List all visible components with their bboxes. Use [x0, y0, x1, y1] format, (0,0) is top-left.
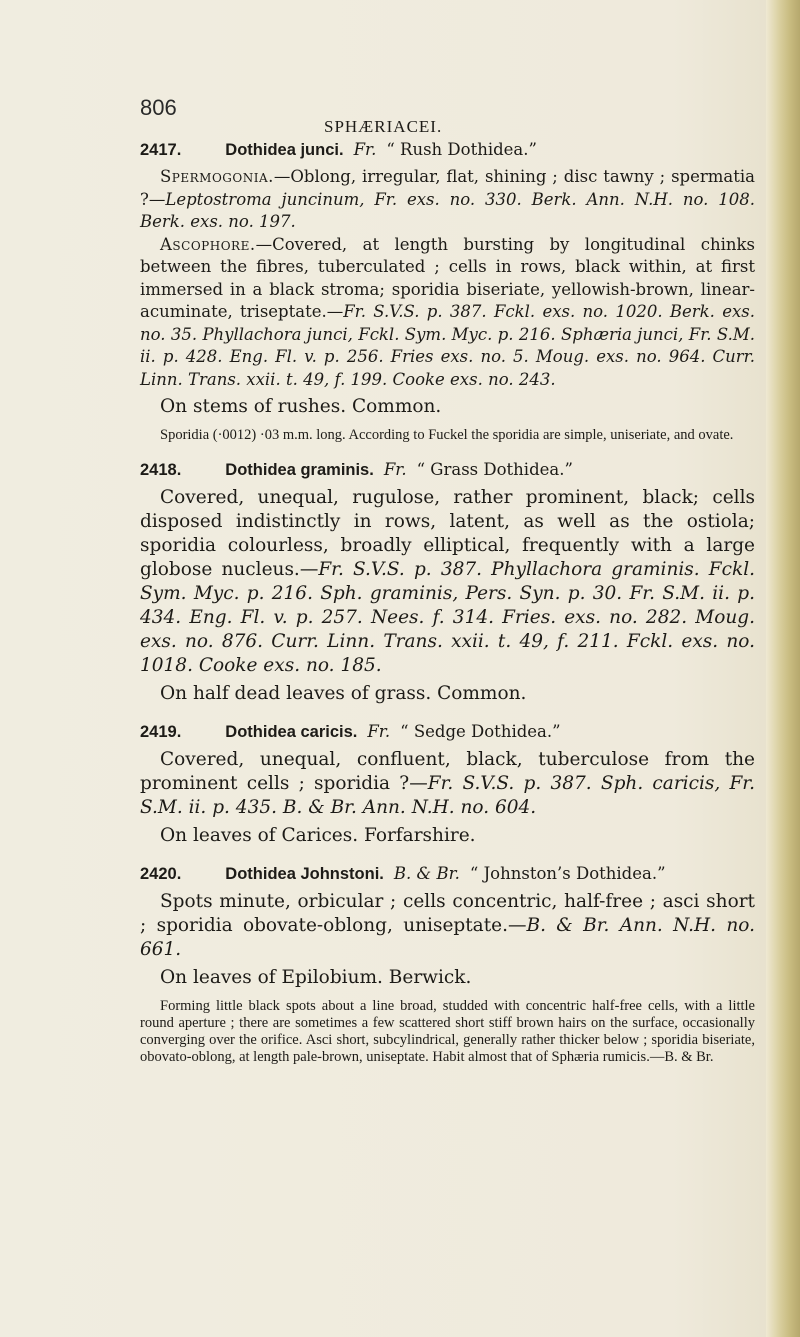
ascophore-label: Ascophore. — [160, 234, 256, 254]
species-authority: Fr. — [353, 140, 377, 159]
running-head: SPHÆRIACEI. — [324, 117, 443, 136]
description-text: Covered, unequal, confluent, black, tuberculose from the prominent cells ; sporidia ?— — [140, 749, 755, 794]
entry-2420 — [140, 864, 755, 1066]
species-authority: Fr. — [367, 722, 391, 741]
spacer — [140, 848, 755, 864]
spermogonia-citation: Leptostroma juncinum, Fr. exs. no. 330. Berk. Ann. N.H. no. 108. Berk. exs. no. 197. — [140, 189, 755, 231]
common-name: “ Rush Dothidea.” — [386, 140, 537, 159]
common-name: “ Sedge Dothidea.” — [400, 722, 561, 741]
spermogonia-paragraph — [140, 166, 755, 234]
entry-heading — [140, 460, 755, 480]
habitat-line: On leaves of Carices. Forfarshire. — [160, 825, 476, 846]
description-text: Covered, unequal, rugulose, rather prominent, black; cells disposed indistinctly in rows, latent, as well as the ostiola; sporidia colourless, broadly elliptical, frequently with a large globose nucleus.— — [140, 487, 755, 580]
habitat-line: On half dead leaves of grass. Common. — [160, 683, 527, 704]
description-paragraph — [140, 748, 755, 820]
spacer — [140, 444, 755, 460]
ascophore-text: —Covered, at length bursting by longitudinal chinks between the fibres, tuberculated ; cells in rows, black within, at first immersed in a black stroma; sporidia biseriate, yellowish-brown, linear-acuminate, triseptate.— — [140, 234, 755, 321]
citation: Fr. S.V.S. p. 387. Phyllachora graminis. Fckl. Sym. Myc. p. 216. Sph. graminis, Pers. Syn. p. 30. Fr. S.M. ii. p. 434. Eng. Fl. v. p. 257. Nees. f. 314. Fries. exs. no. 282. Moug. exs. no. 876. Curr. Linn. Trans. xxii. t. 49, f. 211. Fckl. exs. no. 1018. Cooke exs. no. 185. — [140, 559, 756, 676]
ascophore-citation: Fr. S.V.S. p. 387. Fckl. exs. no. 1020. Berk. exs. no. 35. Phyllachora junci, Fckl. Sym. Myc. p. 216. Sphæria junci, Fr. S.M. ii. p. 428. Eng. Fl. v. p. 256. Fries exs. no. 5. Moug. exs. no. 964. Curr. Linn. Trans. xxii. t. 49, f. 199. Cooke exs. no. 243. — [140, 302, 755, 389]
entry-2419 — [140, 722, 755, 848]
spermogonia-label: Spermogonia. — [160, 167, 274, 186]
entry-number: 2420. — [140, 865, 182, 883]
spacer — [140, 706, 755, 722]
common-name: “ Grass Dothidea.” — [416, 460, 573, 479]
species-name: Dothidea graminis. — [225, 461, 374, 479]
page-number: 806 — [140, 95, 177, 120]
footnote: Sporidia (·0012) ·03 m.m. long. According to Fuckel the sporidia are simple, uniseriate, and ovate. — [160, 427, 734, 443]
common-name: “ Johnston’s Dothidea.” — [469, 864, 666, 883]
species-authority: Fr. — [383, 460, 407, 479]
entry-2417 — [140, 140, 755, 444]
description-text: Spots minute, orbicular ; cells concentric, half-free ; asci short ; sporidia obovate-oblong, uniseptate.— — [140, 891, 755, 936]
footnote: Forming little black spots about a line broad, studded with concentric half-free cells, with a little round aperture ; there are sometimes a few scattered short stiff brown hairs on the surface, occasionally converging over the orifice. Asci short, subcylindrical, generally rather thicker below ; sporidia biseriate, obovato-oblong, at length pale-brown, uniseptate. Habit almost that of Sphæria rumicis.—B. & Br. — [140, 998, 755, 1065]
entry-heading — [140, 140, 755, 160]
species-authority: B. & Br. — [393, 864, 460, 883]
entry-number: 2417. — [140, 141, 182, 159]
habitat-line: On stems of rushes. Common. — [160, 396, 442, 417]
entry-number: 2419. — [140, 723, 182, 741]
page-header — [0, 95, 790, 135]
spermogonia-text: —Oblong, irregular, flat, shining ; disc tawny ; spermatia ?— — [140, 167, 755, 209]
description-paragraph — [140, 890, 755, 962]
species-name: Dothidea Johnstoni. — [225, 865, 384, 883]
description-paragraph — [140, 486, 755, 678]
species-name: Dothidea junci. — [225, 141, 344, 159]
entry-2418 — [140, 460, 755, 706]
book-spine-edge — [766, 0, 800, 1337]
entry-number: 2418. — [140, 461, 182, 479]
entry-heading — [140, 722, 755, 742]
citation: B. & Br. Ann. N.H. no. 661. — [140, 915, 756, 960]
entry-heading — [140, 864, 755, 884]
species-name: Dothidea caricis. — [225, 723, 358, 741]
habitat-line: On leaves of Epilobium. Berwick. — [160, 967, 472, 988]
citation: Fr. S.V.S. p. 387. Sph. caricis, Fr. S.M. ii. p. 435. B. & Br. Ann. N.H. no. 604. — [140, 773, 755, 818]
page-content — [140, 140, 755, 1066]
ascophore-paragraph — [140, 234, 755, 392]
